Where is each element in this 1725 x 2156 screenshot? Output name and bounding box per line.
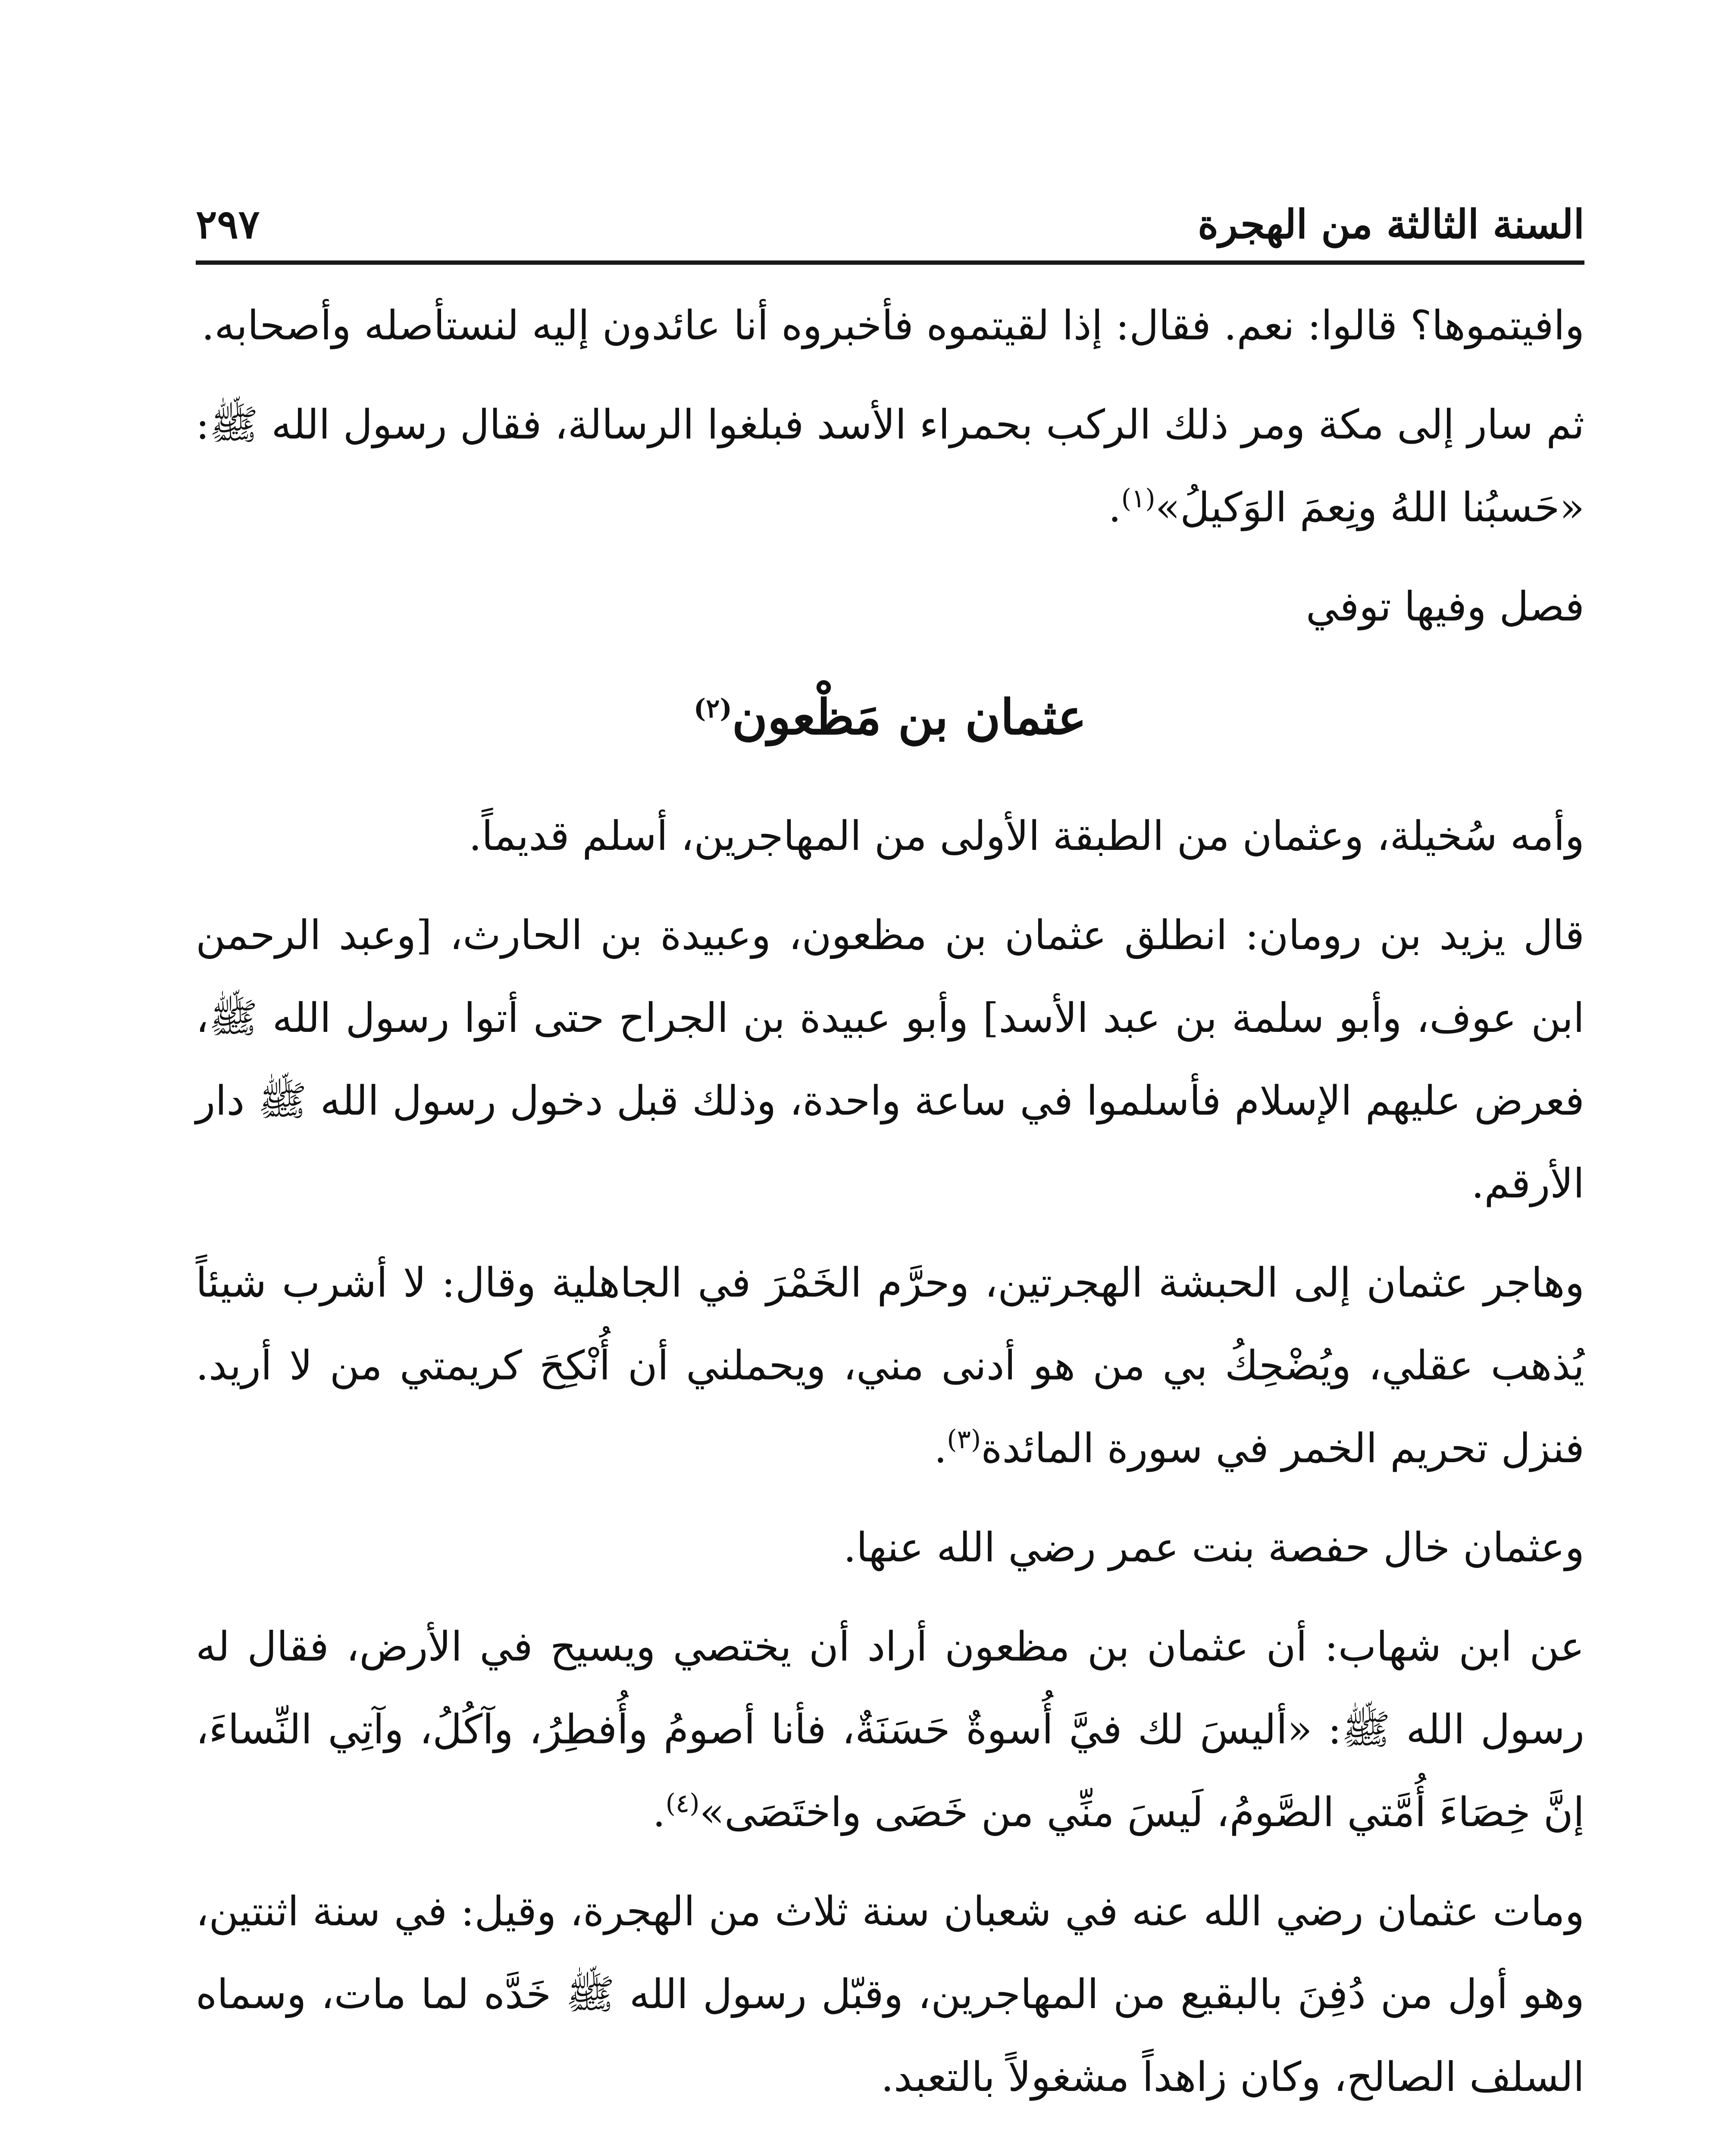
running-title: السنة الثالثة من الهجرة bbox=[1198, 201, 1584, 248]
paragraph-4: وأمه سُخيلة، وعثمان من الطبقة الأولى من المهاجرين، أسلم قديماً. bbox=[469, 813, 1584, 860]
footnote-marker-4: (٤) bbox=[665, 1788, 700, 1819]
paragraph-2: ثم سار إلى مكة ومر ذلك الركب بحمراء الأسد فبلغوا الرسالة، فقال رسول الله ﷺ: «حَسبُنا اللهُ ونِعمَ الوَكيلُ»$^{(١)}$. bbox=[196, 401, 1584, 531]
footnote-marker-1: (١) bbox=[1121, 483, 1155, 514]
paragraph-8: عن ابن شهاب: أن عثمان بن مظعون أراد أن يختصي ويسيح في الأرض، فقال له رسول الله ﷺ: «أليسَ لك فيَّ أُسوةٌ حَسَنَةٌ، فأنا أصومُ وأُفطِرُ، وآكُلُ، وآتِي النِّساءَ، إنَّ خِصَاءَ أُمَّتي الصَّومُ، لَيسَ منِّي من خَصَى واختَصَى»$^{(٤)}$. bbox=[196, 1623, 1584, 1836]
main-text bbox=[196, 285, 1584, 2135]
header-rule bbox=[196, 260, 1584, 265]
footnote-marker-3: (٣) bbox=[947, 1424, 981, 1455]
paragraph-5: قال يزيد بن رومان: انطلق عثمان بن مظعون، وعبيدة بن الحارث، [وعبد الرحمن ابن عوف، وأبو سلمة بن عبد الأسد] وأبو عبيدة بن الجراح حتى أتوا رسول الله ﷺ، فعرض عليهم الإسلام فأسلموا في ساعة واحدة، وذلك قبل دخول رسول الله ﷺ دار الأرقم. bbox=[196, 912, 1584, 1207]
paragraph-3: فصل وفيها توفي bbox=[1305, 583, 1584, 630]
paragraph-7: وعثمان خال حفصة بنت عمر رضي الله عنها. bbox=[843, 1524, 1584, 1571]
section-heading: عثمان بن مَظْعون$^{(٢)}$ bbox=[693, 689, 1087, 746]
page-number: ٢٩٧ bbox=[196, 201, 260, 248]
paragraph-9: ومات عثمان رضي الله عنه في شعبان سنة ثلاث من الهجرة، وقيل: في سنة اثنتين، وهو أول من دُفِنَ بالبقيع من المهاجرين، وقبّل رسول الله ﷺ خَدَّه لما مات، وسماه السلف الصالح، وكان زاهداً مشغولاً بالتعبد. bbox=[196, 1888, 1584, 2101]
paragraph-1: وافيتموها؟ قالوا: نعم. فقال: إذا لقيتموه فأخبروه أنا عائدون إليه لنستأصله وأصحابه. bbox=[201, 302, 1584, 349]
paragraph-6: وهاجر عثمان إلى الحبشة الهجرتين، وحرَّم الخَمْرَ في الجاهلية وقال: لا أشرب شيئاً يُذهب عقلي، ويُضْحِكُ بي من هو أدنى مني، ويحملني أن أُنْكِحَ كريمتي من لا أريد. فنزل تحريم الخمر في سورة المائدة$^{(٣)}$. bbox=[196, 1260, 1584, 1472]
footnote-marker-2: (٢) bbox=[693, 693, 732, 724]
page-header bbox=[196, 185, 1584, 267]
